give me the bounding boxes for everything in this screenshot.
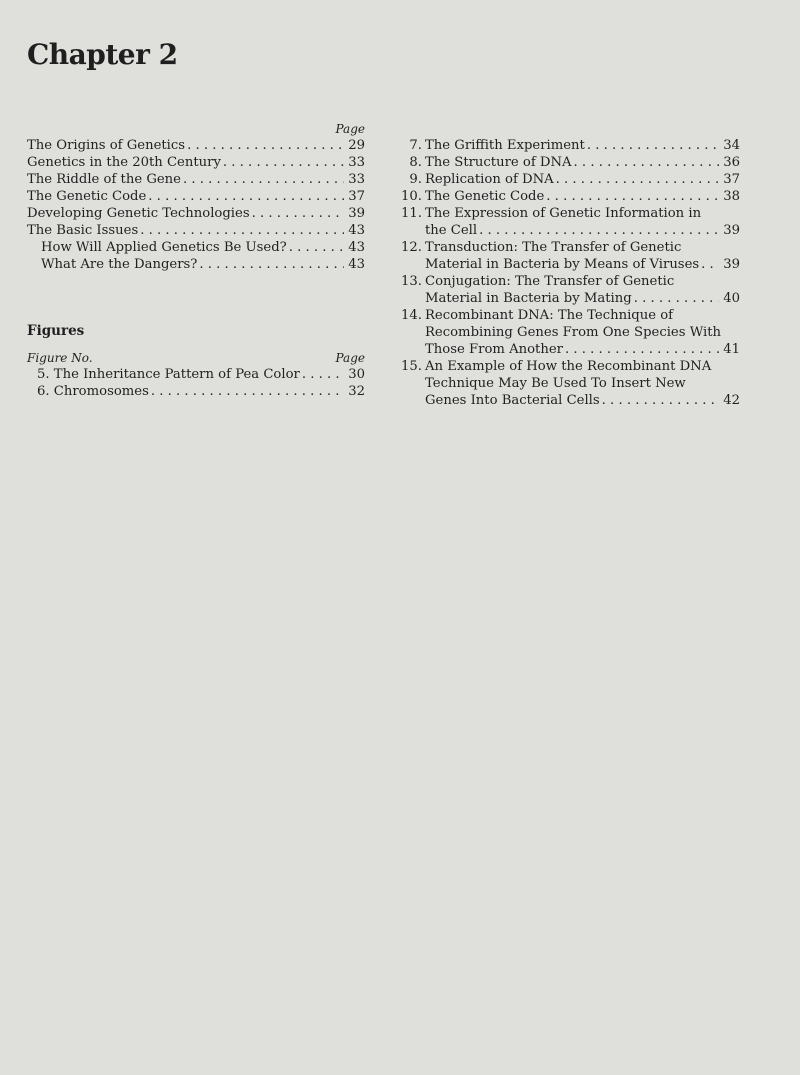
leader-dots [554,171,720,188]
figure-title-line: An Example of How the Recombinant DNA [425,359,712,374]
figure-number: 6. [37,384,50,399]
figure-title-line: Technique May Be Used To Insert New [425,376,686,391]
figure-entry[interactable] [396,239,740,273]
leader-dots [146,188,344,205]
toc-entry-title: What Are the Dangers? [41,257,198,272]
toc-entry[interactable] [27,188,365,205]
figure-entry[interactable] [396,137,740,154]
leader-dots [221,154,344,171]
toc-entry-title: The Genetic Code [27,189,147,204]
figure-page: 34 [723,138,740,153]
toc-entry-title: The Riddle of the Gene [27,172,181,187]
figure-page: 37 [723,172,740,187]
figure-entry[interactable] [396,154,740,171]
leader-dots [250,205,345,222]
figure-title-line: Material in Bacteria by Means of Viruses [425,257,700,272]
figure-title-line: Recombining Genes From One Species With [425,325,722,340]
figure-page: 39 [723,257,740,272]
leader-dots [138,222,344,239]
figure-page: 42 [723,393,740,408]
figure-entry[interactable] [396,358,740,409]
figure-entry[interactable] [396,188,740,205]
chapter-title: Chapter 2 [27,38,178,71]
figure-page: 38 [723,189,740,204]
toc-entry[interactable] [27,171,365,188]
figure-number: 12. [401,240,422,255]
toc-entry-title: How Will Applied Genetics Be Used? [41,240,287,255]
figure-page: 41 [723,342,740,357]
figures-page-header: Page [335,351,365,365]
leader-dots [149,383,344,400]
figure-title-line: Transduction: The Transfer of Genetic [425,240,682,255]
figure-page: 40 [723,291,740,306]
figure-number: 13. [401,274,422,289]
toc-entry[interactable] [27,154,365,171]
figure-title: Replication of DNA [425,172,554,187]
figures-subheader [27,351,365,365]
figures-heading: Figures [27,323,85,339]
figure-number: 9. [409,172,422,187]
figure-page: 36 [723,155,740,170]
toc-entry-title: The Basic Issues [27,223,139,238]
leader-dots [600,392,720,409]
leader-dots [287,239,344,256]
leader-dots [181,171,344,188]
leader-dots [572,154,720,171]
leader-dots [632,290,720,307]
figure-title-line: Material in Bacteria by Mating [425,291,632,306]
leader-dots [563,341,719,358]
toc-entry[interactable] [27,222,365,239]
figure-title: The Genetic Code [425,189,545,204]
toc-entry-page: 39 [348,206,365,221]
toc-subentry[interactable] [27,239,365,256]
figure-entry[interactable] [27,366,365,383]
figure-title-line: Recombinant DNA: The Technique of [425,308,674,323]
figure-number-header: Figure No. [27,351,93,365]
toc-entry-title: The Origins of Genetics [27,138,186,153]
toc-entry-page: 43 [348,257,365,272]
figure-title: The Griffith Experiment [425,138,585,153]
figure-title: The Structure of DNA [425,155,572,170]
figure-title-line: Conjugation: The Transfer of Genetic [425,274,675,289]
leader-dots [300,366,344,383]
toc-entry-page: 43 [348,223,365,238]
figure-number: 10. [401,189,422,204]
figure-page: 39 [723,223,740,238]
figure-number: 5. [37,367,50,382]
figure-entry[interactable] [27,383,365,400]
toc-entry-page: 37 [348,189,365,204]
toc-entry-title: Developing Genetic Technologies [27,206,250,221]
figure-entry[interactable] [396,273,740,307]
figure-title-line: The Expression of Genetic Information in [425,206,702,221]
figure-title: The Inheritance Pattern of Pea Color [53,367,300,382]
toc-entry-title: Genetics in the 20th Century [27,155,221,170]
figure-number: 8. [409,155,422,170]
figure-title-line: the Cell [425,223,478,238]
toc-subentry[interactable] [27,256,365,273]
leader-dots [699,256,719,273]
figure-title-line: Those From Another [425,342,563,357]
figure-title-line: Genes Into Bacterial Cells [425,393,600,408]
leader-dots [197,256,344,273]
figure-number: 14. [401,308,422,323]
toc-entry-page: 29 [348,138,365,153]
toc-entry-page: 33 [348,155,365,170]
figure-number: 11. [401,206,422,221]
toc-entry-page: 43 [348,240,365,255]
figure-entry[interactable] [396,307,740,358]
figure-page: 32 [348,384,365,399]
contents-page-header: Page [335,122,365,136]
figure-title: Chromosomes [53,384,149,399]
figure-page: 30 [348,367,365,382]
leader-dots [544,188,719,205]
toc-entry[interactable] [27,137,365,154]
figure-number: 7. [409,138,422,153]
toc-entry[interactable] [27,205,365,222]
leader-dots [185,137,344,154]
leader-dots [477,222,719,239]
figure-entry[interactable] [396,205,740,239]
toc-entry-page: 33 [348,172,365,187]
figure-number: 15. [401,359,422,374]
figure-entry[interactable] [396,171,740,188]
leader-dots [585,137,719,154]
